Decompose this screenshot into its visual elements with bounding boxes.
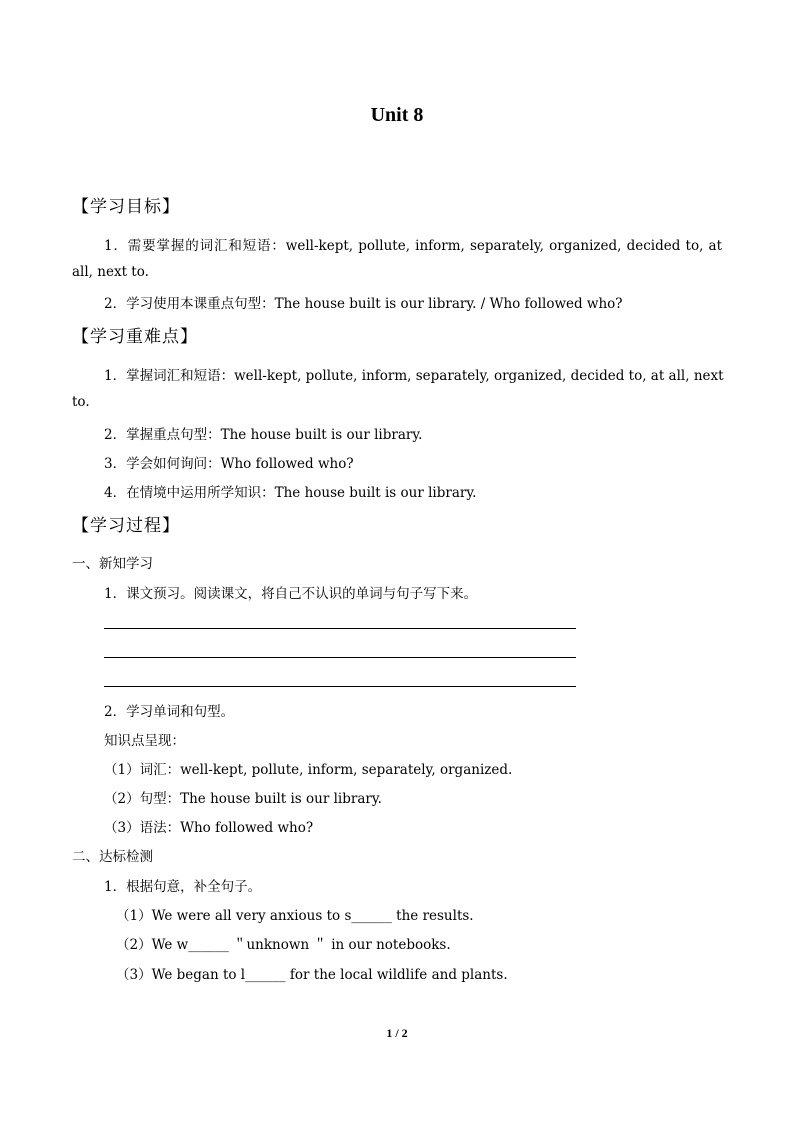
exercise-question-1: （1）We were all very anxious to s______ the results.	[116, 908, 474, 924]
keypoints-item-1: 1．掌握词汇和短语：well-kept, pollute, inform, separately, organized, decided to, at all, next	[104, 368, 724, 384]
section-heading-goals: 【学习目标】	[72, 197, 180, 217]
goals-item-1: 1．需要掌握的词汇和短语：well-kept, pollute, inform, separately, organized, decided to, at	[104, 238, 722, 254]
section-heading-keypoints: 【学习重难点】	[72, 327, 198, 347]
keypoints-item-3: 3．学会如何询问：Who followed who?	[104, 456, 354, 472]
section-heading-process: 【学习过程】	[72, 516, 180, 536]
keypoints-item-2: 2．掌握重点句型：The house built is our library.	[104, 427, 423, 443]
exercise-question-2: （2）We w______ ＂unknown ＂ in our notebooks.	[116, 937, 451, 953]
process-part-1-heading: 一、新知学习	[72, 556, 153, 572]
process-part-1-item-2: 2．学习单词和句型。	[104, 704, 235, 720]
knowledge-label: 知识点呈现：	[104, 733, 185, 749]
goals-item-1-continued: all, next to.	[72, 264, 149, 280]
knowledge-point-1: （1）词汇：well-kept, pollute, inform, separately, organized.	[104, 762, 513, 778]
process-part-2-heading: 二、达标检测	[72, 849, 153, 865]
goals-item-2: 2．学习使用本课重点句型：The house built is our library. / Who followed who?	[104, 296, 623, 312]
process-part-1-item-1: 1．课文预习。阅读课文，将自己不认识的单词与句子写下来。	[104, 586, 478, 602]
knowledge-point-2: （2）句型：The house built is our library.	[104, 791, 382, 807]
keypoints-item-1-continued: to.	[72, 394, 90, 410]
answer-line-1[interactable]	[104, 628, 576, 629]
page-title: Unit 8	[370, 104, 424, 126]
answer-line-3[interactable]	[104, 686, 576, 687]
process-part-2-item-1: 1．根据句意，补全句子。	[104, 879, 262, 895]
exercise-question-3: （3）We began to l______ for the local wildlife and plants.	[116, 967, 508, 983]
page-number: 1 / 2	[386, 1026, 408, 1040]
answer-line-2[interactable]	[104, 657, 576, 658]
knowledge-point-3: （3）语法：Who followed who?	[104, 820, 314, 836]
keypoints-item-4: 4．在情境中运用所学知识：The house built is our library.	[104, 485, 477, 501]
